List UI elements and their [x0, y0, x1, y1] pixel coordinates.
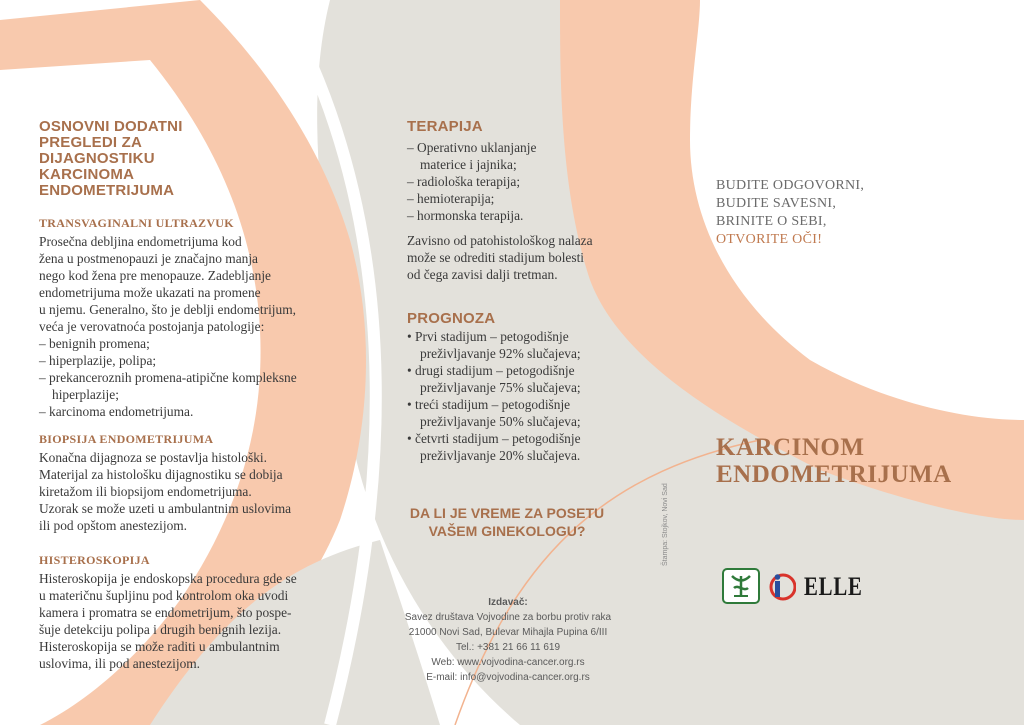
gynecologist-question: DA LI JE VREME ZA POSETU VAŠEM GINEKOLOGU? — [409, 505, 605, 539]
section-body-biopsy: Konačna dijagnoza se postavlja histološki. Materijal za histološku dijagnostiku se dobija kiretažom ili biopsijom endometrijuma. Uzorak se može uzeti u ambulantnim uslovima ili pod opštom anestezijom. — [39, 450, 292, 533]
section-title-ultrasound: TRANSVAGINALNI ULTRAZVUK — [39, 216, 234, 230]
i-logo-icon — [766, 572, 796, 602]
section-body-hysteroscopy: Histeroskopija je endoskopska procedura gde se u materičnu šupljinu pod kontrolom oka uvodi kamera i promatra se endometrijum, što pospe- šuje detekciju polipa i drugih benignih lezija. Histeroskopija se može raditi u ambulantnim uslovima, ili pod anestezijom. — [39, 571, 297, 671]
prognosis-title: PROGNOZA — [407, 310, 496, 327]
therapy-note: Zavisno od patohistološkog nalaza može se odrediti stadijum bolesti od čega zavisi dalji tretman. — [407, 233, 593, 282]
section-title-biopsy: BIOPSIJA ENDOMETRIJUMA — [39, 432, 214, 446]
therapy-list: – Operativno uklanjanje materice i jajnika; – radiološka terapija; – hemioterapija; – hormonska terapija. — [407, 140, 537, 223]
society-logo-icon — [722, 568, 760, 604]
publisher-block: Izdavač: Savez društava Vojvodine za borbu protiv raka 21000 Novi Sad, Bulevar Mihajla Pupina 6/III Tel.: +381 21 66 11 619 Web: www.vojvodina-cancer.org.rs E-mail: info@vojvodina-cancer.org.rs — [398, 595, 618, 685]
tagline-accent: OTVORITE OČI! — [716, 232, 823, 247]
elle-logo: ELLE — [804, 572, 863, 601]
section-body-ultrasound: Prosečna debljina endometrijuma kod žena u postmenopauzi je značajno manja nego kod žena pre menopauze. Zadebljanje endometrijuma može ukazati na promene u njemu. Generalno, što je deblji endometrijum, veća je verovatnoća postojanja patologije: – benignih promena; – hiperplazije, polipa; – prekanceroznih promena-atipične kompleksne hiperplazije; – karcinoma endometrijuma. — [39, 234, 297, 419]
prognosis-list: • Prvi stadijum – petogodišnje preživljavanje 92% slučajeva; • drugi stadijum – petogodišnje preživljavanje 75% slučajeva; • treći stadijum – petogodišnje preživljavanje 50% slučajeva; • četvrti stadijum – petogodišnje preživljavanje 20% slučajeva. — [407, 329, 581, 463]
tagline: BUDITE ODGOVORNI, BUDITE SAVESNI, BRINITE O SEBI, OTVORITE OČI! — [716, 177, 916, 249]
therapy-title: TERAPIJA — [407, 118, 483, 135]
section-title-hysteroscopy: HISTEROSKOPIJA — [39, 553, 150, 567]
print-note: Štampa: Stojkov, Novi Sad — [662, 483, 669, 566]
left-heading: OSNOVNI DODATNI PREGLEDI ZA DIJAGNOSTIKU KARCINOMA ENDOMETRIJUMA — [39, 118, 183, 199]
brochure-title: KARCINOM ENDOMETRIJUMA — [716, 434, 952, 488]
publisher-label: Izdavač: — [488, 597, 528, 608]
